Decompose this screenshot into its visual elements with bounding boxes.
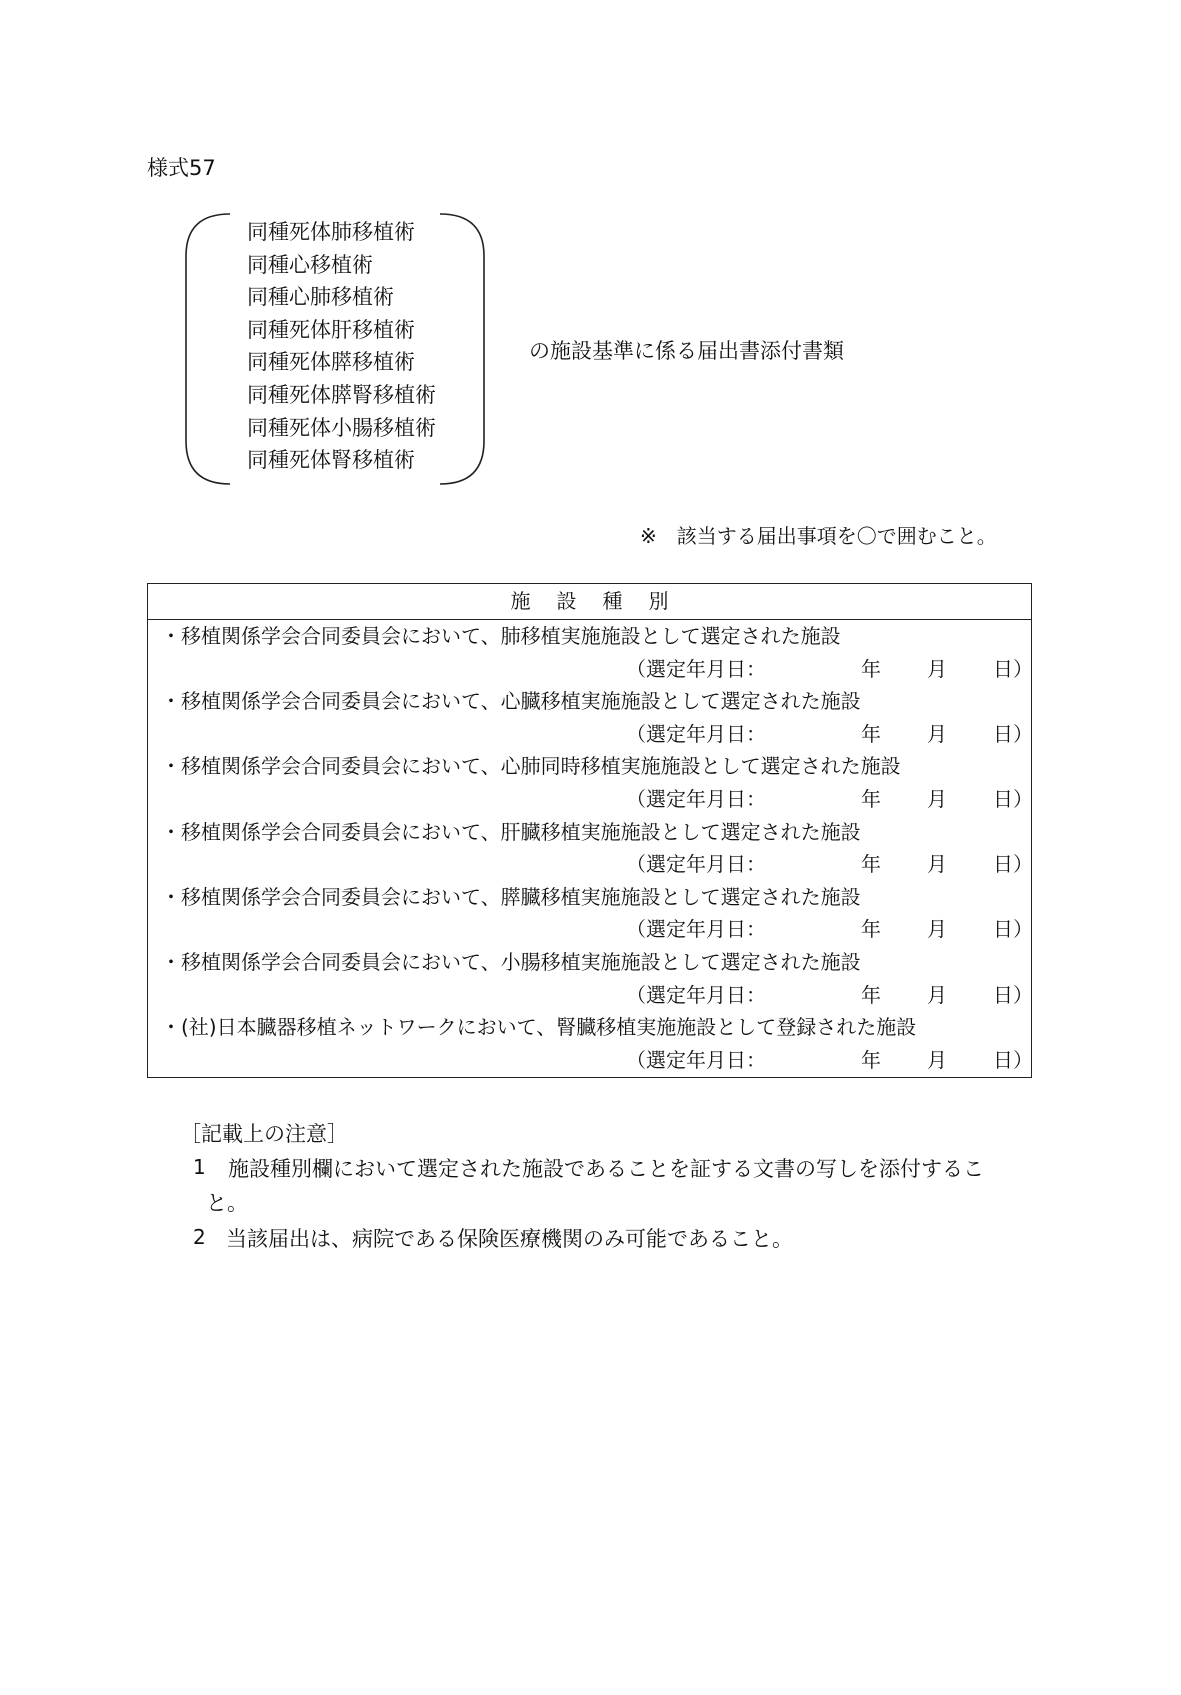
date-label: （選定年月日： (626, 786, 766, 811)
facility-description: ・移植関係学会合同委員会において、膵臓移植実施施設として選定された施設 (161, 884, 861, 909)
year-label: 年 (861, 852, 881, 877)
day-label: 日） (993, 1047, 1033, 1072)
selection-date-line (148, 848, 1031, 881)
year-label: 年 (861, 786, 881, 811)
facility-description: ・移植関係学会合同委員会において、心肺同時移植実施施設として選定された施設 (161, 754, 901, 779)
notes-heading: ［記載上の注意］ (180, 1122, 348, 1146)
facility-description: ・移植関係学会合同委員会において、心臓移植実施施設として選定された施設 (161, 689, 861, 714)
year-label: 年 (861, 917, 881, 942)
procedure-item: 同種心肺移植術 (247, 285, 394, 310)
day-label: 日） (993, 786, 1033, 811)
month-label: 月 (927, 721, 947, 746)
note-text: 当該届出は、病院である保険医療機関のみ可能であること。 (226, 1227, 793, 1251)
facility-entry (148, 816, 1031, 881)
facility-type-table (147, 583, 1032, 1078)
procedure-item: 同種心移植術 (247, 252, 373, 277)
facility-description: ・移植関係学会合同委員会において、肺移植実施施設として選定された施設 (161, 624, 841, 648)
procedure-item: 同種死体肺移植術 (247, 220, 415, 244)
facility-entry (148, 620, 1031, 685)
day-label: 日） (993, 656, 1033, 681)
selection-date-line (148, 1044, 1031, 1077)
form-number: 様式57 (147, 156, 216, 180)
instruction-note: ※ 該当する届出事項を〇で囲むこと。 (640, 524, 997, 548)
note-number: 1 (193, 1155, 206, 1179)
year-label: 年 (861, 1047, 881, 1072)
table-header: 施設種別 (148, 584, 1031, 620)
year-label: 年 (861, 721, 881, 746)
procedure-item: 同種死体肝移植術 (247, 317, 415, 342)
month-label: 月 (927, 1047, 947, 1072)
note-text-continued: と。 (206, 1191, 248, 1215)
procedure-item: 同種死体腎移植術 (247, 448, 415, 473)
year-label: 年 (861, 982, 881, 1007)
date-label: （選定年月日： (626, 917, 766, 942)
month-label: 月 (927, 917, 947, 942)
month-label: 月 (927, 786, 947, 811)
selection-date-line (148, 653, 1031, 686)
selection-date-line (148, 718, 1031, 751)
month-label: 月 (927, 656, 947, 681)
procedure-list (247, 216, 436, 477)
day-label: 日） (993, 917, 1033, 942)
date-label: （選定年月日： (626, 656, 766, 681)
facility-description: ・移植関係学会合同委員会において、小腸移植実施施設として選定された施設 (161, 949, 861, 974)
date-label: （選定年月日： (626, 721, 766, 746)
facility-entry (148, 881, 1031, 946)
facility-entry (148, 750, 1031, 815)
facility-description: ・移植関係学会合同委員会において、肝臓移植実施施設として選定された施設 (161, 819, 861, 844)
selection-date-line (148, 913, 1031, 946)
procedure-item: 同種死体膵移植術 (247, 350, 415, 375)
day-label: 日） (993, 852, 1033, 877)
year-label: 年 (861, 656, 881, 681)
selection-date-line (148, 979, 1031, 1012)
date-label: （選定年月日： (626, 1047, 766, 1072)
facility-entry (148, 946, 1031, 1011)
document-title: の施設基準に係る届出書添付書類 (529, 339, 844, 363)
day-label: 日） (993, 982, 1033, 1007)
month-label: 月 (927, 982, 947, 1007)
procedure-item: 同種死体小腸移植術 (247, 415, 436, 440)
facility-description: ・(社)日本臓器移植ネットワークにおいて、腎臓移植実施施設として登録された施設 (161, 1015, 917, 1040)
month-label: 月 (927, 852, 947, 877)
facility-entry (148, 1011, 1031, 1076)
date-label: （選定年月日： (626, 982, 766, 1007)
date-label: （選定年月日： (626, 852, 766, 877)
note-text: 施設種別欄において選定された施設であることを証する文書の写しを添付するこ (228, 1157, 984, 1181)
selection-date-line (148, 783, 1031, 816)
note-number: 2 (193, 1225, 206, 1249)
facility-entry (148, 685, 1031, 750)
procedure-item: 同種死体膵腎移植術 (247, 382, 436, 407)
day-label: 日） (993, 721, 1033, 746)
